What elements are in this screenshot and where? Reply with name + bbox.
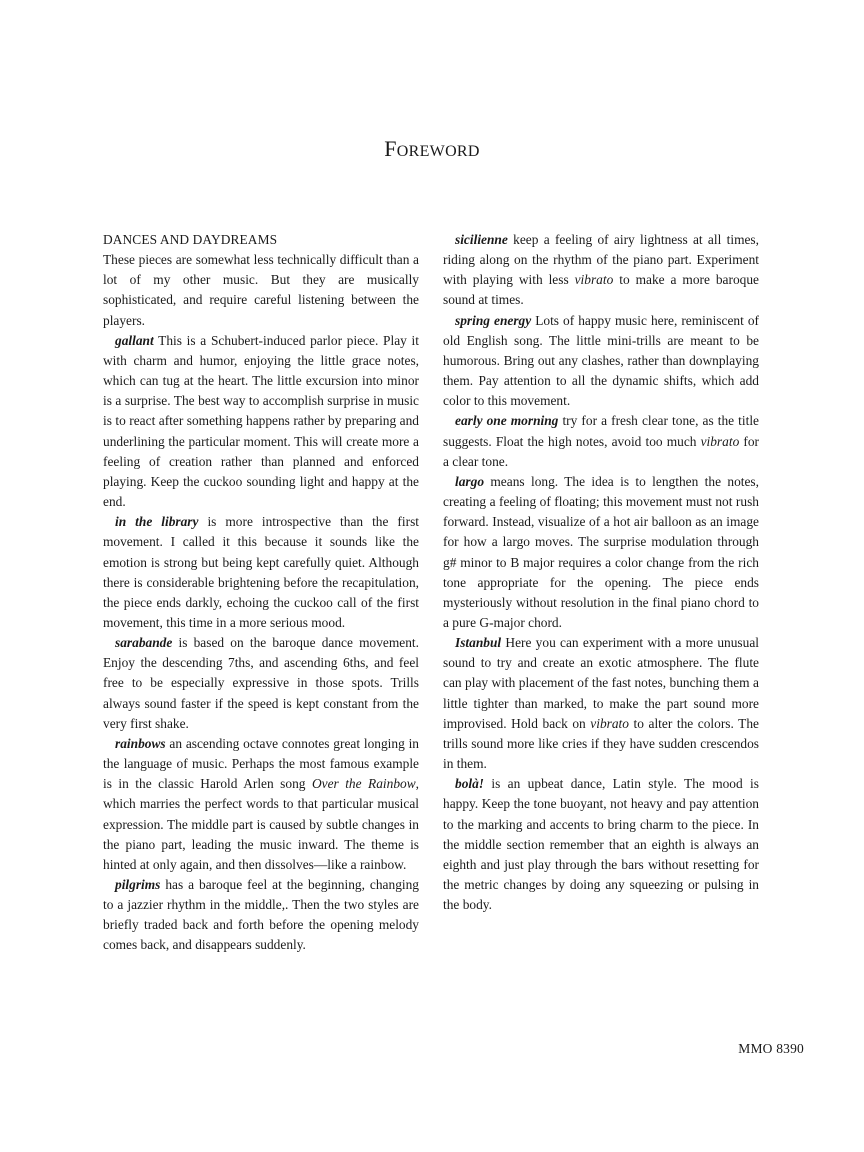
paragraph-early-one-morning	[443, 411, 759, 471]
text-istanbul-a: Here you can experiment with a more unusual sound to try and create an exotic atmosphere. The flute can play with placement of the fast notes, bunching them a little tighter than marked, to make the part sound more improvised. Hold back on	[443, 635, 759, 731]
right-column	[443, 230, 759, 915]
term-largo: largo	[455, 473, 485, 489]
term-bola: bolà!	[455, 776, 485, 792]
paragraph-largo	[443, 472, 759, 633]
catalog-number: MMO 8390	[738, 1041, 804, 1056]
term-pilgrims: pilgrims	[115, 877, 161, 892]
term-rainbows: rainbows	[115, 735, 166, 751]
text-rainbows-b: , which marries the perfect words to that particular musical expression. The middle part is caused by subtle changes in the piano part, leading the music inward. The theme is hinted at only again, and then dissolves—like a rainbow.	[103, 776, 419, 872]
text-in-the-library: is more introspective than the first movement. I called it this because it sounds like the emotion is strong but being kept carefully quiet. Although there is considerable brightening before the recapitulation, the piece ends darkly, echoing the cuckoo call of the first movement, this time in a more serious mood.	[103, 514, 420, 630]
text-sicilienne-a: keep a feeling of airy lightness at all times, riding along on the rhythm of the piano part. Experiment with playing with less	[443, 232, 759, 288]
left-column	[103, 230, 419, 956]
term-in-the-library: in the library	[115, 514, 199, 530]
paragraph-gallant	[103, 331, 419, 512]
section-heading: DANCES AND DAYDREAMS	[103, 232, 278, 247]
text-early-one-morning-a: try for a fresh clear tone, as the title suggests. Float the high notes, avoid too much	[443, 413, 759, 449]
paragraph-istanbul	[443, 633, 759, 774]
intro-paragraph: These pieces are somewhat less technically difficult than a lot of my other music. But they are musically sophisticated, and require careful listening between the players.	[103, 252, 419, 328]
text-bola: is an upbeat dance, Latin style. The mood is happy. Keep the tone buoyant, not heavy and pay attention to the marking and accents to bring charm to the piece. In the middle section remember that an eighth is always an eighth and just play through the bars without resetting for the metric changes by doing any squeezing or pulsing in the body.	[443, 776, 759, 913]
paragraph-bola	[443, 774, 759, 915]
vibrato-early-one-morning: vibrato	[700, 433, 740, 449]
text-gallant: This is a Schubert-induced parlor piece. Play it with charm and humor, enjoying the little grace notes, which can tug at the heart. The little excursion into minor is a surprise. The best way to accomplish surprise in music is to react after something happens rather by preparing and underlining the particular moment. This will create more a feeling of creation rather than planned and enforced playing. Keep the cuckoo sounding light and happy at the end.	[103, 332, 419, 510]
text-largo: means long. The idea is to lengthen the notes, creating a feeling of floating; this movement must not rush forward. Instead, visualize of a hot air balloon as an image for how a largo moves. The surprise modulation through g# minor to B major requires a color change from the rich tone appropriate for the opening. The piece ends mysteriously without resolution in the final piano chord to a pure G-major chord.	[443, 473, 759, 630]
text-sarabande: is based on the baroque dance movement. Enjoy the descending 7ths, and ascending 6ths, and feel free to be especially expressive in those spots. Trills always sound faster if the speed is kept constant from the very first shake.	[103, 635, 419, 731]
text-rainbows-a: an ascending octave connotes great longing in the language of music. Perhaps the most famous example is in the classic Harold Arlen song	[103, 735, 419, 792]
song-title-over-the-rainbow: Over the Rainbow	[311, 776, 416, 792]
paragraph-sicilienne	[443, 230, 759, 311]
paragraph-rainbows	[103, 734, 419, 875]
page-title-rest: OREWORD	[396, 143, 480, 160]
paragraph-sarabande	[103, 633, 419, 734]
text-sicilienne-b: to make a more baroque sound at times.	[443, 272, 759, 308]
text-istanbul-b: to alter the colors. The trills sound more like cries if they have sudden crescendos in them.	[443, 715, 759, 772]
vibrato-sicilienne: vibrato	[574, 272, 614, 288]
paragraph-pilgrims	[103, 875, 419, 956]
page-title-initial: F	[384, 136, 397, 161]
paragraph-in-the-library	[103, 512, 419, 633]
paragraph-spring-energy	[443, 311, 759, 412]
term-gallant: gallant	[115, 332, 154, 348]
text-spring-energy: Lots of happy music here, reminiscent of old English song. The little mini-trills are meant to be humorous. Bring out any clashes, rather than downplaying them. Pay attention to all the dynamic shifts, which add color to this movement.	[443, 312, 759, 409]
term-sarabande: sarabande	[115, 635, 173, 651]
text-early-one-morning-b: for a clear tone.	[443, 433, 759, 469]
vibrato-istanbul: vibrato	[590, 715, 629, 731]
term-sicilienne: sicilienne	[455, 232, 508, 247]
term-early-one-morning: early one morning	[455, 413, 559, 429]
term-istanbul: Istanbul	[455, 635, 502, 651]
text-pilgrims: has a baroque feel at the beginning, changing to a jazzier rhythm in the middle,. Then the two styles are briefly traded back and forth before the opening melody comes back, and disappears suddenly.	[103, 877, 419, 953]
term-spring-energy: spring energy	[455, 312, 532, 328]
page-title	[0, 136, 864, 162]
